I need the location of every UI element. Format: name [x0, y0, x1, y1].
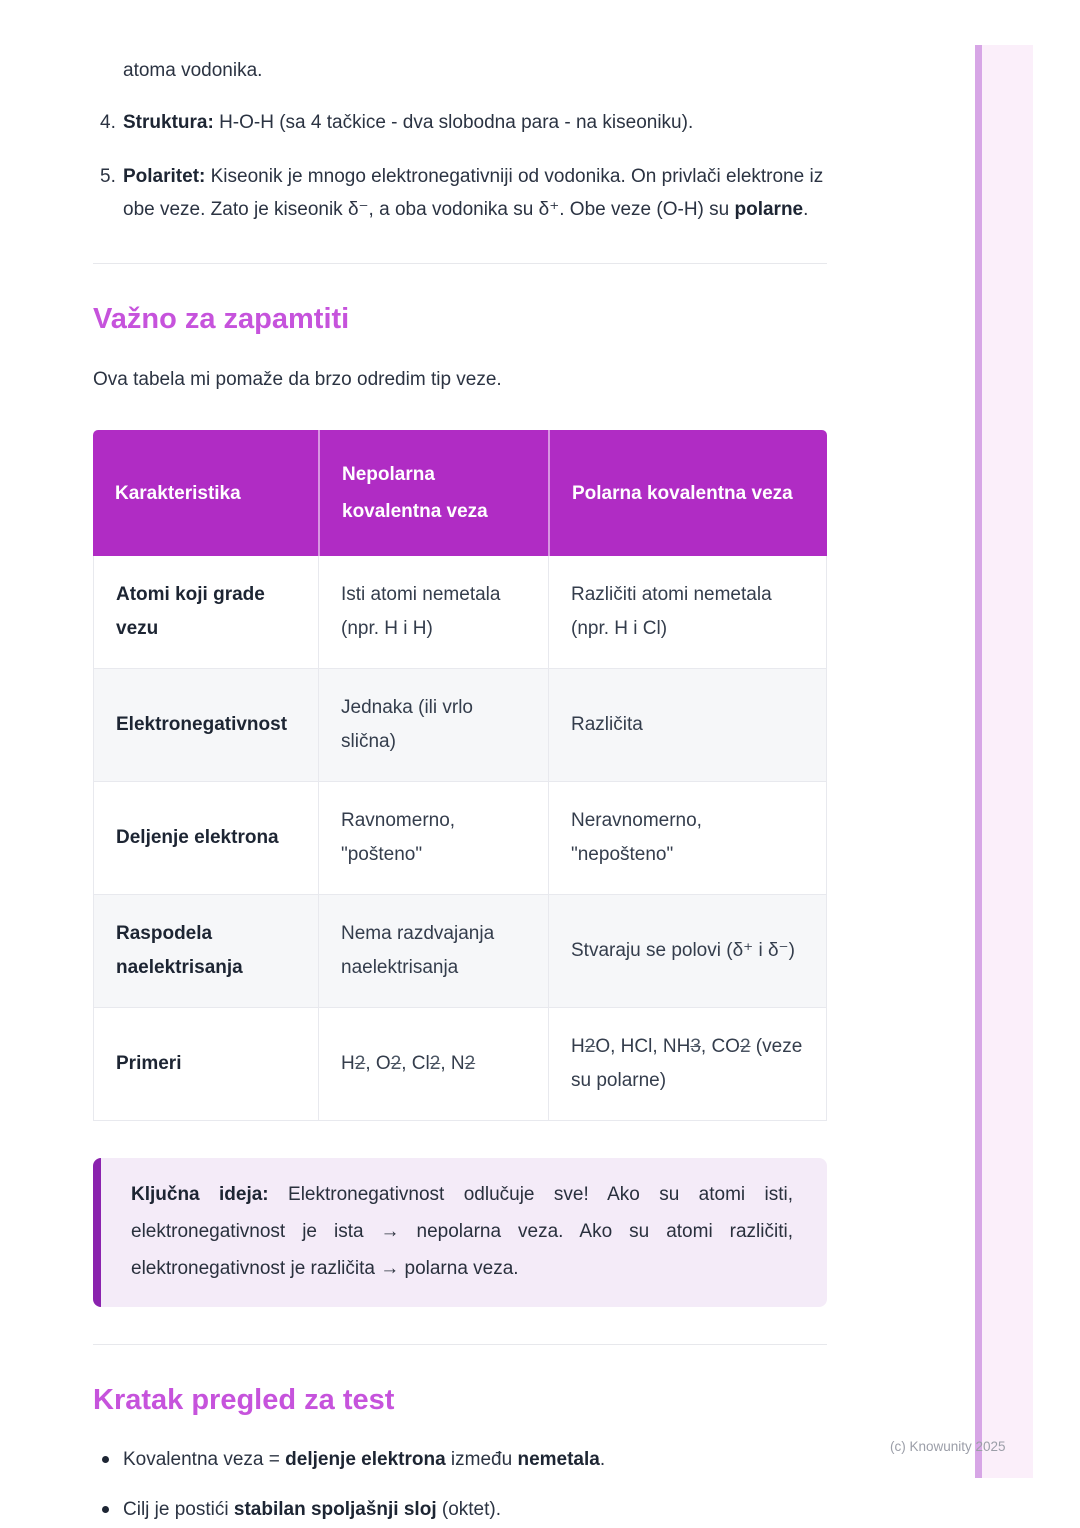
- document-content: [93, 0, 827, 1524]
- list-number: 4.: [100, 112, 116, 133]
- comparison-table: [93, 430, 827, 1121]
- table-cell: Neravnomerno, "nepošteno": [548, 782, 827, 895]
- table-cell: Različiti atomi nemetala (npr. H i Cl): [548, 556, 827, 669]
- table-cell: Stvaraju se polovi (δ⁺ i δ⁻): [548, 895, 827, 1008]
- callout-accent-bar: [93, 1158, 101, 1307]
- section-divider: [93, 1344, 827, 1345]
- callout-text: Ključna ideja: Elektronegativnost odlučuje sve! Ako su atomi isti, elektronegativnost je ista → nepolarna veza. Ako su atomi različiti, elektronegativnost je različita → polarna veza.: [131, 1184, 793, 1279]
- section-heading-kratak-pregled: Kratak pregled za test: [93, 1384, 395, 1416]
- table-cell: H2, O2, Cl2, N2: [318, 1008, 548, 1121]
- bullet-icon: [102, 1456, 109, 1463]
- paragraph-continuation: atoma vodonika.: [123, 60, 263, 81]
- bullet-text: Cilj je postići stabilan spoljašnji sloj (oktet).: [123, 1499, 502, 1520]
- table-cell: Jednaka (ili vrlo slična): [318, 669, 548, 782]
- table-cell: H2O, HCl, NH3, CO2 (veze su polarne): [548, 1008, 827, 1121]
- table-cell: Raspodela naelektrisanja: [93, 895, 318, 1008]
- bullet-text: Kovalentna veza = deljenje elektrona između nemetala.: [123, 1449, 606, 1470]
- table-cell: Primeri: [93, 1008, 318, 1121]
- table-intro-paragraph: Ova tabela mi pomaže da brzo odredim tip veze.: [93, 369, 502, 390]
- list-item: [93, 1446, 827, 1474]
- list-item: [93, 1496, 827, 1524]
- table-row: [93, 1008, 827, 1121]
- table-header-polarna: Polarna kovalentna veza: [548, 430, 827, 556]
- table-cell: Ravnomerno, "pošteno": [318, 782, 548, 895]
- numbered-list-item-4: [93, 106, 827, 139]
- numbered-list-item-5: [93, 160, 827, 226]
- table-row: [93, 895, 827, 1008]
- list-item-text: Struktura: H-O-H (sa 4 tačkice - dva slobodna para - na kiseoniku).: [123, 112, 694, 133]
- table-cell: Različita: [548, 669, 827, 782]
- summary-bullet-list: [93, 1446, 827, 1524]
- section-heading-vazno: Važno za zapamtiti: [93, 303, 350, 335]
- table-header-nepolarna: Nepolarna kovalentna veza: [318, 430, 548, 556]
- table-header-row: [93, 430, 827, 556]
- table-header-karakteristika: Karakteristika: [93, 430, 318, 556]
- scrollbar[interactable]: [975, 45, 1033, 1478]
- key-idea-callout: [93, 1158, 827, 1307]
- section-divider: [93, 263, 827, 264]
- table-cell: Deljenje elektrona: [93, 782, 318, 895]
- table-row: [93, 556, 827, 669]
- table-row: [93, 669, 827, 782]
- bullet-icon: [102, 1506, 109, 1513]
- table-cell: Isti atomi nemetala (npr. H i H): [318, 556, 548, 669]
- copyright-watermark: (c) Knowunity 2025: [890, 1439, 1006, 1454]
- table-row: [93, 782, 827, 895]
- table-cell: Atomi koji grade vezu: [93, 556, 318, 669]
- table-cell: Elektronegativnost: [93, 669, 318, 782]
- list-item-text: Polaritet: Kiseonik je mnogo elektronegativniji od vodonika. On privlači elektrone iz obe veze. Zato je kiseonik δ⁻, a oba vodonika su δ⁺. Obe veze (O-H) su polarne.: [123, 166, 824, 220]
- table-cell: Nema razdvajanja naelektrisanja: [318, 895, 548, 1008]
- list-number: 5.: [100, 166, 116, 187]
